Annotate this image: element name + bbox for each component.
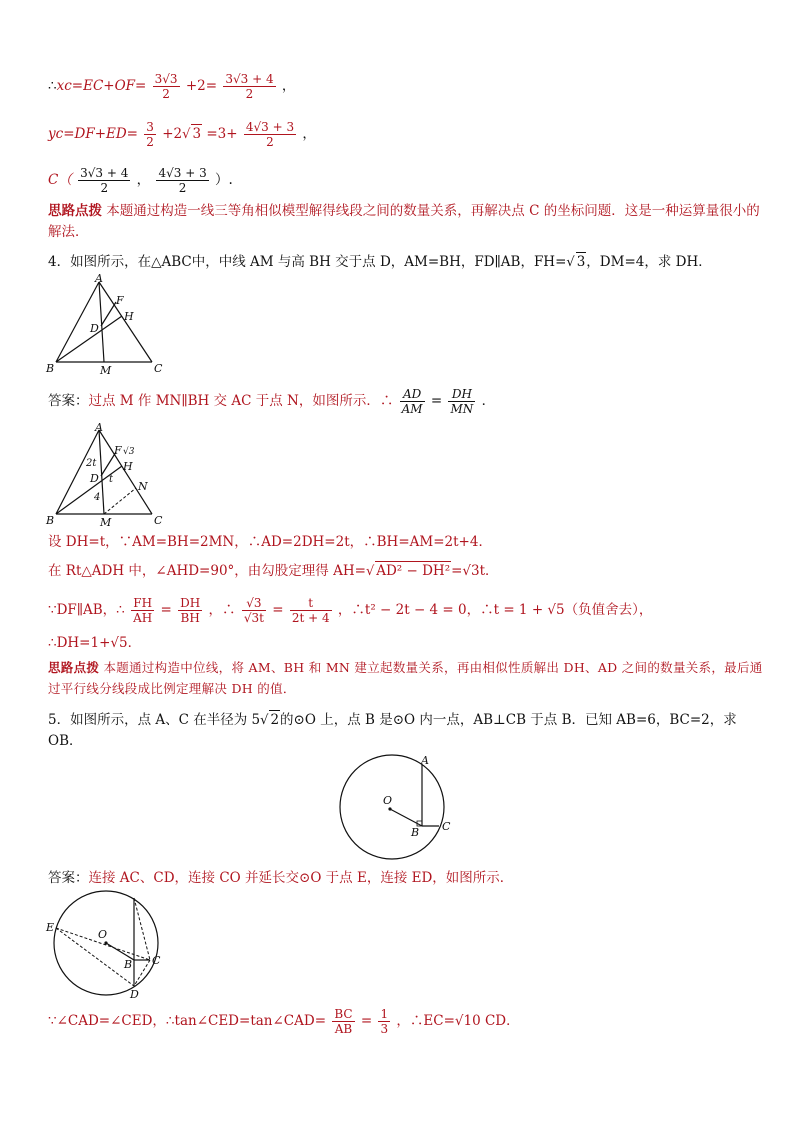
solution-line-2: 在 Rt△ADH 中，∠AHD=90°，由勾股定理得 AH=√ AD² − DH²=√3t．	[48, 563, 499, 579]
fraction: $\frac{1}{3}$	[380, 1007, 389, 1036]
label-e: E	[46, 921, 55, 934]
hint-paragraph-2: 思路点拨 本题通过构造中位线，将 AM、BH 和 MN 建立起数量关系，再由相似性质解出 DH、AD 之间的数量关系，最后通过平行线分线段成比例定理解决 DH 的值．	[48, 660, 763, 696]
label-a: A	[95, 274, 103, 285]
fraction: $\frac{BC}{AB}$	[334, 1007, 353, 1036]
solution-5-line: ∵∠CAD=∠CED，∴tan∠CED=tan∠CAD= $\frac{BC}{AB}$ = $\frac{1}{3}$ ，∴EC=√10 CD．	[48, 1007, 520, 1036]
solution-line-3: ∵DF∥AB，∴ $\frac{FH}{AH}$ = $\frac{DH}{BH}$ ，∴ $\frac{√3}{√3t}$ = $\frac{t}{2t + 4}$ ，∴t² − 2t − 4 = 0，∴t = 1 + √5（负值舍去），	[48, 596, 653, 625]
label-a: A	[421, 754, 429, 767]
label-d: D	[90, 472, 99, 485]
equation-xc: ∴xc=EC+OF= $\frac{3√3}{2}$ +2= $\frac{3√3 + 4}{2}$ ，	[48, 72, 296, 101]
hint-paragraph-1: 思路点拨 本题通过构造一线三等角相似模型解得线段之间的数量关系，再解决点 C 的坐标问题．这是一种运算量很小的解法．	[48, 203, 760, 240]
answer-4: 答案：过点 M 作 MN∥BH 交 AC 于点 N，如图所示．∴ $\frac{AD}{AM}$ = $\frac{DH}{MN}$ ．	[48, 387, 496, 416]
fraction: $\frac{DH}{BH}$	[180, 596, 201, 625]
label-o: O	[98, 928, 108, 941]
label-d: D	[90, 322, 99, 335]
label-sqrt3: √3	[123, 447, 135, 457]
label-a: A	[95, 422, 103, 434]
label-f: F	[114, 444, 122, 457]
label-c: C	[152, 954, 161, 967]
question-5: 5．如图所示，点 A、C 在半径为 5√ 2的⊙O 上，点 B 是⊙O 内一点，AB⊥CB 于点 B．已知 AB=6，BC=2，求	[48, 712, 737, 728]
label-d: D	[130, 988, 139, 1000]
equation-yc: yc=DF+ED= $\frac{3}{2}$ +2√ 3 =3+ $\frac{4√3 + 3}{2}$ ，	[48, 120, 316, 149]
label-c: C	[154, 362, 163, 374]
fraction: $\frac{√3}{√3t}$	[243, 596, 264, 625]
fraction: $\frac{3}{2}$	[146, 120, 154, 149]
label-o: O	[383, 794, 393, 807]
circle-figure-1	[335, 752, 465, 868]
label-h: H	[124, 310, 134, 323]
label-2t: 2t	[86, 458, 97, 469]
fraction: $\frac{AD}{AM}$	[401, 387, 423, 416]
fraction: $\frac{3√3 + 4}{2}$	[225, 72, 274, 101]
label-b: B	[124, 958, 133, 971]
fraction: $\frac{3√3}{2}$	[154, 72, 178, 101]
fraction: $\frac{FH}{AH}$	[133, 596, 153, 625]
fraction: $\frac{4√3 + 3}{2}$	[245, 120, 295, 149]
question-5-cont: OB．	[48, 733, 83, 749]
label-c: C	[442, 820, 451, 833]
label-f: F	[116, 294, 124, 307]
question-4: 4．如图所示，在△ABC中，中线 AM 与高 BH 交于点 D，AM=BH，FD∥AB，FH=√ 3，DM=4，求 DH．	[48, 254, 712, 270]
label-t: t	[109, 474, 114, 485]
answer-5: 答案：连接 AC、CD，连接 CO 并延长交⊙O 于点 E，连接 ED，如图所示．	[48, 870, 514, 886]
fraction: $\frac{DH}{MN}$	[450, 387, 474, 416]
circle-figure-2	[44, 888, 174, 1004]
triangle-figure-2	[44, 422, 174, 532]
label-b: B	[46, 514, 55, 527]
label-h: H	[123, 460, 133, 473]
fraction: $\frac{t}{2t + 4}$	[291, 596, 330, 625]
fraction: $\frac{4√3 + 3}{2}$	[158, 166, 207, 195]
label-4: 4	[94, 492, 101, 503]
point-c-coordinates: C（ $\frac{3√3 + 4}{2}$ ， $\frac{4√3 + 3}{2}$ ）.	[48, 166, 233, 195]
label-m: M	[100, 364, 112, 374]
label-b: B	[411, 826, 420, 839]
triangle-figure-1	[44, 274, 174, 378]
label-n: N	[138, 480, 148, 493]
label-m: M	[100, 516, 112, 528]
label-c: C	[154, 514, 163, 527]
label-b: B	[46, 362, 55, 374]
fraction: $\frac{3√3 + 4}{2}$	[80, 166, 129, 195]
solution-line-1: 设 DH=t，∵AM=BH=2MN，∴AD=2DH=2t，∴BH=AM=2t+4．	[48, 534, 492, 550]
solution-line-4: ∴DH=1+√5．	[48, 635, 142, 651]
